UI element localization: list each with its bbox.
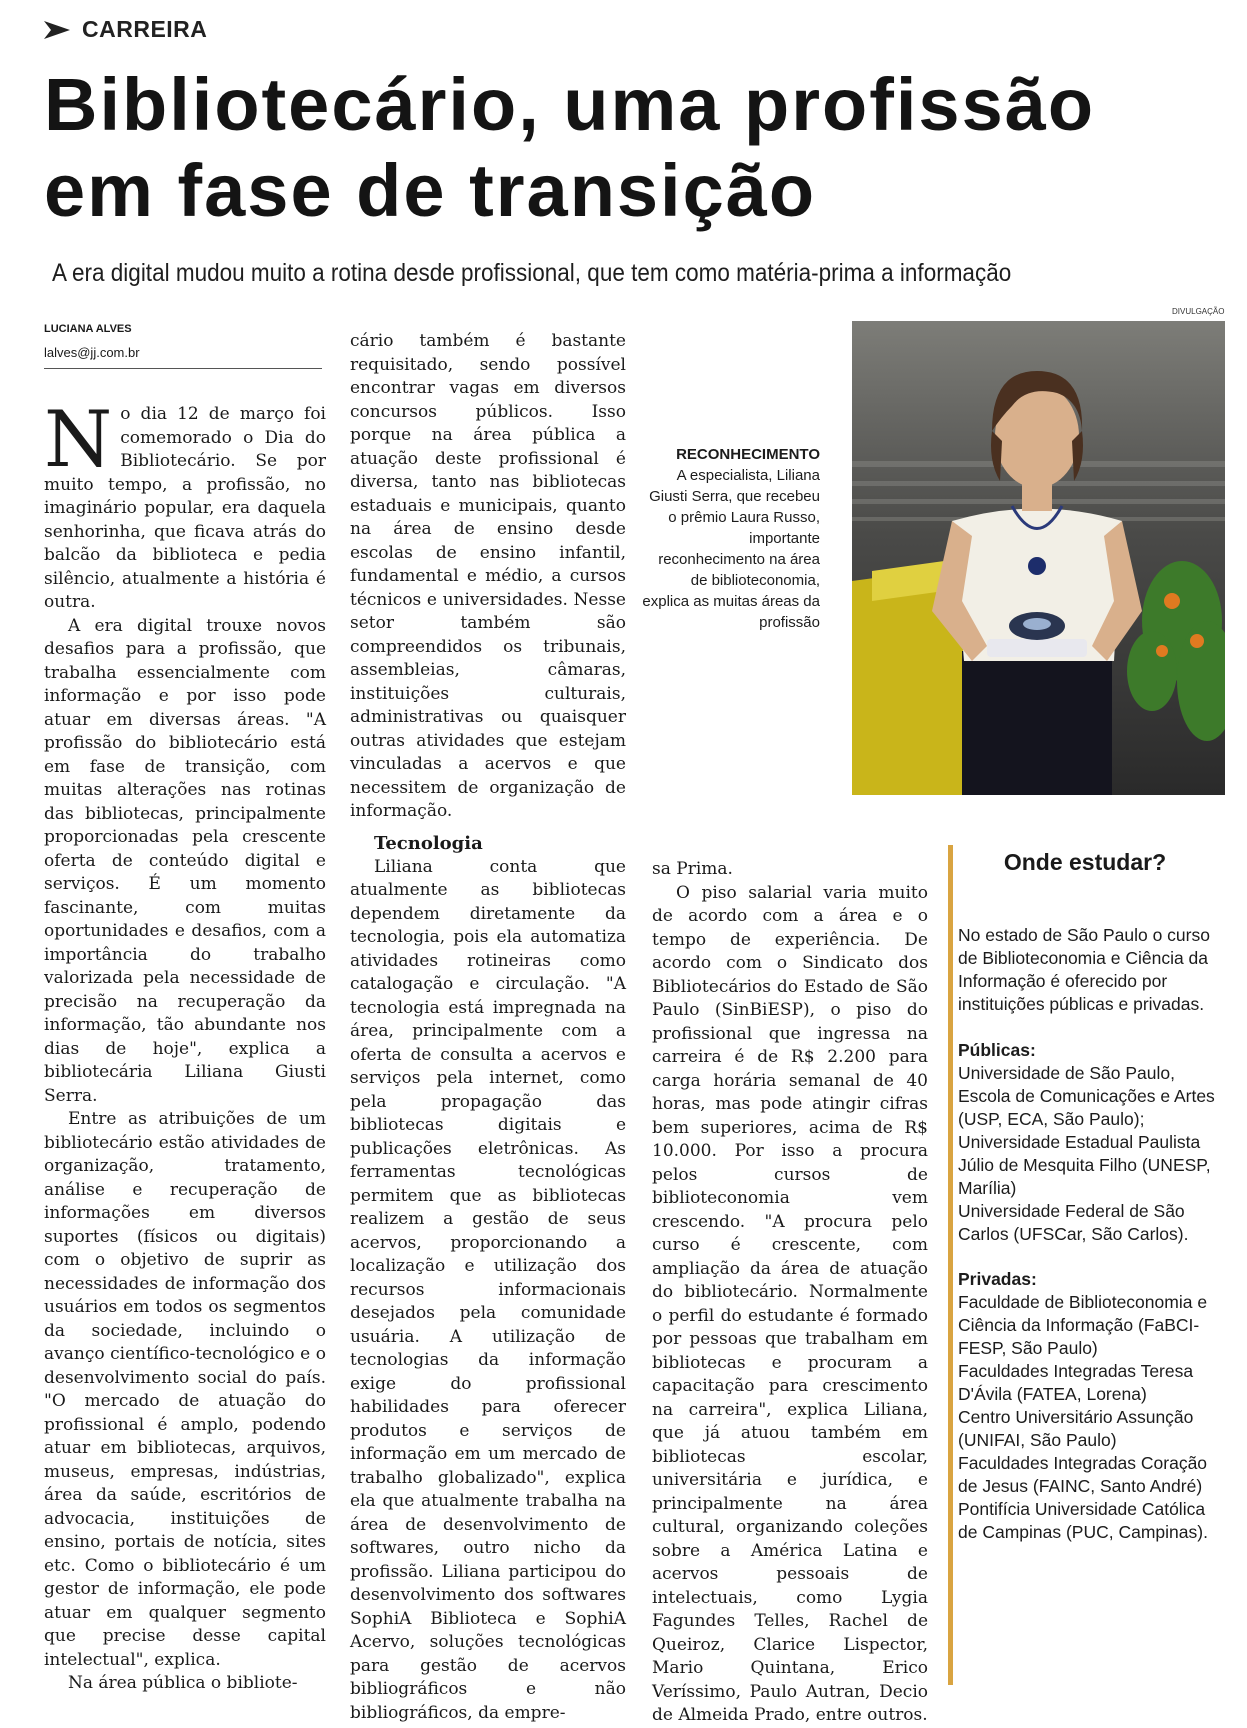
section-label bbox=[44, 16, 207, 43]
dropcap: N bbox=[44, 395, 113, 485]
caption-title: RECONHECIMENTO bbox=[676, 446, 820, 463]
sidebar-body bbox=[958, 924, 1220, 1566]
list-item: Universidade Federal de São Carlos (UFSCar, São Carlos). bbox=[958, 1201, 1189, 1244]
list-item: Faculdades Integradas Teresa D'Ávila (FATEA, Lorena) bbox=[958, 1361, 1194, 1404]
subhead: A era digital mudou muito a rotina desde profissional, que tem como matéria-prima a informação bbox=[52, 259, 1012, 287]
byline-author: LUCIANA ALVES bbox=[44, 323, 132, 335]
photo-caption bbox=[640, 444, 820, 633]
article-column-2-lower bbox=[350, 832, 626, 1725]
arrow-right-icon bbox=[44, 21, 70, 39]
article-paragraph: cário também é bastante requisitado, sendo possível encontrar vagas em diversos concursos públicos. Isso porque na área pública a atuação deste profissional é diversa, tanto nas bibliotecas estaduais e municipais, quanto na área de ensino desde escolas de ensino infantil, fundamental e médio, a cursos técnicos e universidades. Nesse setor também são compreendidos os tribunais, assembleias, câmaras, instituições culturais, administrativas ou quaisquer outras atividades que estejam vinculadas a acervos e que necessitem de organização de informação. bbox=[350, 331, 626, 821]
byline-divider bbox=[44, 368, 322, 369]
subsection-heading: Tecnologia bbox=[374, 833, 483, 854]
section-label-text: CARREIRA bbox=[82, 16, 208, 42]
list-item: Universidade de São Paulo, Escola de Comunicações e Artes (USP, ECA, São Paulo); bbox=[958, 1063, 1215, 1129]
sidebar-title: Onde estudar? bbox=[1003, 849, 1167, 875]
article-paragraph: Entre as atribuições de um bibliotecário estão atividades de organização, tratamento, análise e recuperação de informações em diversos suportes (físicos ou digitais) com o objetivo de suprir as necessidades de informação dos usuários em todos os segmentos da sociedade, incluindo o avanço científico-tecnológico e o desenvolvimento social do país. "O mercado de atuação do profissional é amplo, podendo atuar em bibliotecas, arquivos, museus, empresas, indústrias, área da saúde, escritórios de advocacia, instituições de ensino, portais de notícia, sites etc. Como o bibliotecário é um gestor de informação, ele pode atuar em qualquer segmento que precise desse capital intelectual", explica. bbox=[44, 1109, 326, 1670]
article-column-3 bbox=[652, 858, 928, 1728]
article-paragraph: sa Prima. bbox=[652, 859, 733, 879]
article-column-2 bbox=[350, 330, 626, 824]
list-item: Faculdades Integradas Coração de Jesus (FAINC, Santo André) bbox=[958, 1453, 1208, 1496]
photo-credit: DIVULGAÇÃO bbox=[1172, 307, 1225, 316]
article-paragraph-text: o dia 12 de março foi comemorado o Dia do Bibliotecário. Se por muito tempo, a profissão, no imaginário popular, era daquela senhorinha, que ficava atrás do balcão da biblioteca e pedia silêncio, atualmente a história é outra. bbox=[44, 404, 326, 612]
photo-illustration bbox=[852, 321, 1225, 795]
article-column-1 bbox=[44, 395, 326, 1696]
article-paragraph: Na área pública o bibliote- bbox=[68, 1673, 298, 1693]
list-item: Centro Universitário Assunção (UNIFAI, São Paulo) bbox=[958, 1407, 1194, 1450]
byline-email[interactable]: lalves@jj.com.br bbox=[44, 345, 140, 360]
article-paragraph: Liliana conta que atualmente as bibliotecas dependem diretamente da tecnologia, pois ela automatiza atividades rotineiras como catalogação e circulação. "A tecnologia está impregnada na área, principalmente com a oferta de consulta a acervos e serviços pela internet, como pela propagação das bibliotecas digitais e publicações eletrônicas. As ferramentas tecnológicas permitem que as bibliotecas realizem a gestão de seus acervos, proporcionando a localização e utilização dos recursos informacionais desejados pela comunidade usuária. A utilização de tecnologias da informação exige do profissional habilidades para oferecer produtos e serviços de informação em um mercado de trabalho globalizado", explica ela que atualmente trabalha na área de desenvolvimento de softwares, outro nicho da profissão. Liliana participou do desenvolvimento dos softwares SophiA Biblioteca e SophiA Acervo, soluções tecnológicas para gestão de acervos bibliográficos e não bibliográficos, da empre- bbox=[350, 856, 626, 1723]
sidebar-public-heading: Públicas: bbox=[958, 1040, 1036, 1060]
article-paragraph: O piso salarial varia muito de acordo com a área e o tempo de experiência. De acordo com o Sindicato dos Bibliotecários do Estado de São Paulo (SinBiESP), o piso do profissional que ingressa na carreira é de R$ 2.200 para carga horária semanal de 40 horas, mas pode atingir cifras bem superiores, acima de R$ 10.000. Por isso a procura pelos cursos de biblioteconomia vem crescendo. "A procura pelo curso é crescente, com ampliação da área de atuação do bibliotecário. Normalmente o perfil do estudante é formado por pessoas que trabalham em bibliotecas e procuram a capacitação para crescimento na carreira", explica Liliana, que já atuou também em bibliotecas escolar, universitária e jurídica, e principalmente na área cultural, organizando coleções sobre a América Latina e acervos pessoais de intelectuais, como Lygia Fagundes Telles, Rachel de Queiroz, Clarice Lispector, Mario Quintana, Erico Veríssimo, Paulo Autran, Decio de Almeida Prado, entre outros. bbox=[652, 882, 928, 1725]
article-photo bbox=[852, 321, 1225, 795]
article-paragraph bbox=[44, 395, 326, 615]
sidebar-private-list bbox=[958, 1291, 1220, 1544]
sidebar-public-list bbox=[958, 1062, 1220, 1246]
list-item: Universidade Estadual Paulista Júlio de Mesquita Filho (UNESP, Marília) bbox=[958, 1132, 1211, 1198]
caption-text: A especialista, Liliana Giusti Serra, que recebeu o prêmio Laura Russo, importante reconhecimento na área de biblioteconomia, explica as muitas áreas da profissão bbox=[642, 467, 820, 631]
list-item: Faculdade de Biblioteconomia e Ciência da Informação (FaBCI-FESP, São Paulo) bbox=[958, 1292, 1208, 1358]
sidebar-private-heading: Privadas: bbox=[958, 1269, 1037, 1289]
list-item: Pontifícia Universidade Católica de Campinas (PUC, Campinas). bbox=[958, 1499, 1208, 1542]
article-paragraph: A era digital trouxe novos desafios para a profissão, que trabalha essencialmente com informação e por isso pode atuar em diversas áreas. "A profissão do bibliotecário está em fase de transição, com muitas alterações nas rotinas das bibliotecas, principalmente proporcionadas pela crescente oferta de conteúdo digital e serviços. É um momento fascinante, com muitas oportunidades e desafios, com a importância do trabalho valorizada pela necessidade de precisão na recuperação da informação, tão abundante nos dias de hoje", explica a bibliotecária Liliana Giusti Serra. bbox=[44, 615, 326, 1106]
sidebar-intro: No estado de São Paulo o curso de Biblioteconomia e Ciência da Informação é oferecido por instituições públicas e privadas. bbox=[958, 925, 1210, 1014]
headline: Bibliotecário, uma profissão em fase de transição bbox=[44, 63, 1096, 232]
